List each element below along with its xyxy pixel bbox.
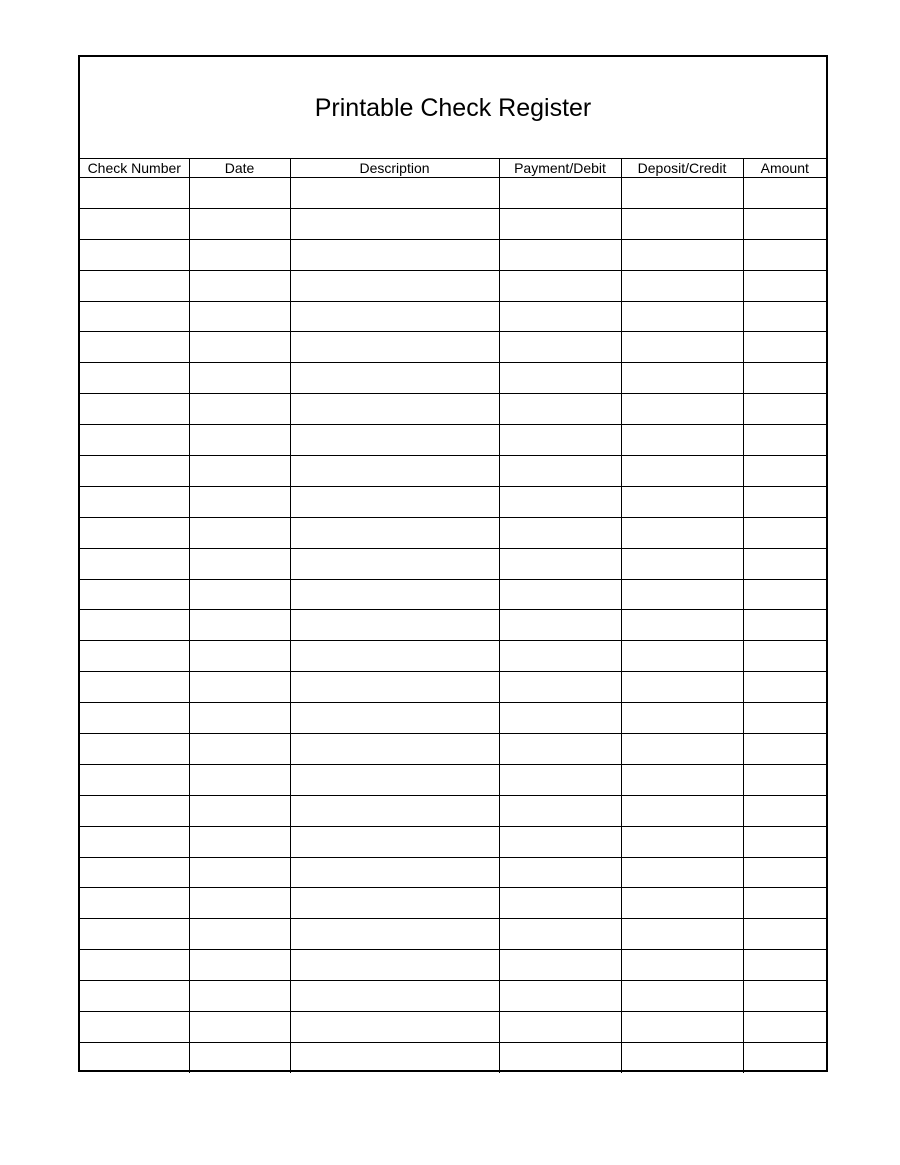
cell-deposit-credit[interactable] <box>621 826 743 857</box>
cell-check-number[interactable] <box>80 703 189 734</box>
cell-description[interactable] <box>290 610 499 641</box>
cell-amount[interactable] <box>743 826 826 857</box>
cell-date[interactable] <box>189 795 290 826</box>
table-row <box>80 486 826 517</box>
cell-check-number[interactable] <box>80 610 189 641</box>
cell-payment-debit[interactable] <box>499 764 621 795</box>
cell-payment-debit[interactable] <box>499 208 621 239</box>
table-row <box>80 764 826 795</box>
check-register-form <box>78 55 828 1072</box>
cell-description[interactable] <box>290 857 499 888</box>
cell-description[interactable] <box>290 1042 499 1073</box>
register-body <box>80 178 826 1074</box>
cell-payment-debit[interactable] <box>499 641 621 672</box>
cell-deposit-credit[interactable] <box>621 703 743 734</box>
cell-check-number[interactable] <box>80 826 189 857</box>
cell-check-number[interactable] <box>80 1012 189 1043</box>
cell-deposit-credit[interactable] <box>621 981 743 1012</box>
cell-date[interactable] <box>189 239 290 270</box>
cell-deposit-credit[interactable] <box>621 1012 743 1043</box>
cell-deposit-credit[interactable] <box>621 517 743 548</box>
cell-check-number[interactable] <box>80 981 189 1012</box>
cell-description[interactable] <box>290 1012 499 1043</box>
table-row <box>80 517 826 548</box>
cell-deposit-credit[interactable] <box>621 208 743 239</box>
cell-date[interactable] <box>189 301 290 332</box>
cell-check-number[interactable] <box>80 857 189 888</box>
page-title: Printable Check Register <box>314 94 592 122</box>
cell-check-number[interactable] <box>80 270 189 301</box>
cell-description[interactable] <box>290 301 499 332</box>
table-row <box>80 672 826 703</box>
cell-date[interactable] <box>189 1012 290 1043</box>
cell-payment-debit[interactable] <box>499 888 621 919</box>
cell-check-number[interactable] <box>80 486 189 517</box>
cell-deposit-credit[interactable] <box>621 425 743 456</box>
cell-check-number[interactable] <box>80 239 189 270</box>
cell-check-number[interactable] <box>80 332 189 363</box>
cell-description[interactable] <box>290 486 499 517</box>
cell-date[interactable] <box>189 394 290 425</box>
cell-check-number[interactable] <box>80 363 189 394</box>
column-header-date: Date <box>189 159 290 178</box>
cell-description[interactable] <box>290 795 499 826</box>
cell-payment-debit[interactable] <box>499 579 621 610</box>
cell-deposit-credit[interactable] <box>621 1042 743 1073</box>
cell-deposit-credit[interactable] <box>621 456 743 487</box>
cell-amount[interactable] <box>743 363 826 394</box>
cell-date[interactable] <box>189 950 290 981</box>
table-row <box>80 950 826 981</box>
table-row <box>80 888 826 919</box>
cell-description[interactable] <box>290 456 499 487</box>
cell-date[interactable] <box>189 981 290 1012</box>
cell-check-number[interactable] <box>80 548 189 579</box>
cell-deposit-credit[interactable] <box>621 610 743 641</box>
cell-date[interactable] <box>189 610 290 641</box>
cell-date[interactable] <box>189 363 290 394</box>
cell-deposit-credit[interactable] <box>621 270 743 301</box>
cell-amount[interactable] <box>743 208 826 239</box>
cell-check-number[interactable] <box>80 795 189 826</box>
cell-date[interactable] <box>189 517 290 548</box>
cell-description[interactable] <box>290 672 499 703</box>
cell-check-number[interactable] <box>80 734 189 765</box>
cell-description[interactable] <box>290 919 499 950</box>
cell-deposit-credit[interactable] <box>621 950 743 981</box>
cell-check-number[interactable] <box>80 301 189 332</box>
cell-description[interactable] <box>290 548 499 579</box>
cell-deposit-credit[interactable] <box>621 641 743 672</box>
cell-amount[interactable] <box>743 178 826 209</box>
table-row <box>80 394 826 425</box>
cell-amount[interactable] <box>743 795 826 826</box>
table-row <box>80 857 826 888</box>
column-header-check-number: Check Number <box>80 159 189 178</box>
cell-date[interactable] <box>189 1042 290 1073</box>
table-row <box>80 579 826 610</box>
cell-deposit-credit[interactable] <box>621 734 743 765</box>
cell-payment-debit[interactable] <box>499 672 621 703</box>
cell-deposit-credit[interactable] <box>621 857 743 888</box>
cell-deposit-credit[interactable] <box>621 919 743 950</box>
table-row <box>80 826 826 857</box>
cell-date[interactable] <box>189 178 290 209</box>
cell-check-number[interactable] <box>80 208 189 239</box>
cell-deposit-credit[interactable] <box>621 888 743 919</box>
cell-payment-debit[interactable] <box>499 795 621 826</box>
cell-amount[interactable] <box>743 239 826 270</box>
cell-deposit-credit[interactable] <box>621 672 743 703</box>
cell-payment-debit[interactable] <box>499 517 621 548</box>
table-row <box>80 919 826 950</box>
cell-payment-debit[interactable] <box>499 456 621 487</box>
register-table <box>80 158 826 1073</box>
cell-date[interactable] <box>189 270 290 301</box>
cell-amount[interactable] <box>743 919 826 950</box>
cell-amount[interactable] <box>743 703 826 734</box>
cell-payment-debit[interactable] <box>499 178 621 209</box>
cell-date[interactable] <box>189 579 290 610</box>
table-row <box>80 178 826 209</box>
cell-description[interactable] <box>290 208 499 239</box>
cell-deposit-credit[interactable] <box>621 764 743 795</box>
cell-deposit-credit[interactable] <box>621 239 743 270</box>
cell-amount[interactable] <box>743 1042 826 1073</box>
cell-date[interactable] <box>189 208 290 239</box>
cell-check-number[interactable] <box>80 517 189 548</box>
table-row <box>80 981 826 1012</box>
cell-description[interactable] <box>290 394 499 425</box>
cell-amount[interactable] <box>743 888 826 919</box>
cell-amount[interactable] <box>743 981 826 1012</box>
cell-deposit-credit[interactable] <box>621 363 743 394</box>
cell-deposit-credit[interactable] <box>621 394 743 425</box>
cell-deposit-credit[interactable] <box>621 795 743 826</box>
cell-description[interactable] <box>290 641 499 672</box>
cell-description[interactable] <box>290 517 499 548</box>
cell-description[interactable] <box>290 178 499 209</box>
cell-description[interactable] <box>290 363 499 394</box>
cell-amount[interactable] <box>743 857 826 888</box>
cell-amount[interactable] <box>743 517 826 548</box>
cell-date[interactable] <box>189 826 290 857</box>
cell-date[interactable] <box>189 888 290 919</box>
cell-amount[interactable] <box>743 579 826 610</box>
table-row <box>80 734 826 765</box>
cell-payment-debit[interactable] <box>499 270 621 301</box>
cell-check-number[interactable] <box>80 456 189 487</box>
cell-check-number[interactable] <box>80 579 189 610</box>
table-row <box>80 208 826 239</box>
cell-check-number[interactable] <box>80 394 189 425</box>
cell-payment-debit[interactable] <box>499 703 621 734</box>
cell-amount[interactable] <box>743 301 826 332</box>
table-row <box>80 795 826 826</box>
cell-date[interactable] <box>189 332 290 363</box>
column-header-payment-debit: Payment/Debit <box>499 159 621 178</box>
cell-check-number[interactable] <box>80 425 189 456</box>
cell-amount[interactable] <box>743 672 826 703</box>
title-area <box>80 57 826 158</box>
table-row <box>80 425 826 456</box>
table-row <box>80 1012 826 1043</box>
cell-payment-debit[interactable] <box>499 486 621 517</box>
cell-payment-debit[interactable] <box>499 548 621 579</box>
cell-payment-debit[interactable] <box>499 919 621 950</box>
cell-deposit-credit[interactable] <box>621 548 743 579</box>
table-row <box>80 270 826 301</box>
cell-amount[interactable] <box>743 332 826 363</box>
cell-payment-debit[interactable] <box>499 332 621 363</box>
column-header-amount: Amount <box>743 159 826 178</box>
cell-description[interactable] <box>290 950 499 981</box>
table-row <box>80 1042 826 1073</box>
cell-date[interactable] <box>189 857 290 888</box>
cell-description[interactable] <box>290 332 499 363</box>
cell-payment-debit[interactable] <box>499 950 621 981</box>
cell-payment-debit[interactable] <box>499 981 621 1012</box>
cell-date[interactable] <box>189 764 290 795</box>
cell-check-number[interactable] <box>80 950 189 981</box>
cell-check-number[interactable] <box>80 764 189 795</box>
cell-amount[interactable] <box>743 734 826 765</box>
table-row <box>80 456 826 487</box>
cell-amount[interactable] <box>743 1012 826 1043</box>
cell-deposit-credit[interactable] <box>621 486 743 517</box>
cell-description[interactable] <box>290 981 499 1012</box>
table-row <box>80 239 826 270</box>
cell-payment-debit[interactable] <box>499 857 621 888</box>
table-row <box>80 301 826 332</box>
cell-amount[interactable] <box>743 548 826 579</box>
cell-date[interactable] <box>189 425 290 456</box>
cell-description[interactable] <box>290 764 499 795</box>
cell-payment-debit[interactable] <box>499 394 621 425</box>
cell-payment-debit[interactable] <box>499 826 621 857</box>
table-row <box>80 641 826 672</box>
cell-amount[interactable] <box>743 270 826 301</box>
header-row <box>80 159 826 178</box>
cell-amount[interactable] <box>743 425 826 456</box>
cell-check-number[interactable] <box>80 641 189 672</box>
cell-description[interactable] <box>290 703 499 734</box>
cell-amount[interactable] <box>743 764 826 795</box>
cell-amount[interactable] <box>743 486 826 517</box>
column-header-deposit-credit: Deposit/Credit <box>621 159 743 178</box>
cell-payment-debit[interactable] <box>499 363 621 394</box>
cell-date[interactable] <box>189 734 290 765</box>
table-row <box>80 363 826 394</box>
cell-date[interactable] <box>189 486 290 517</box>
cell-check-number[interactable] <box>80 672 189 703</box>
table-row <box>80 332 826 363</box>
cell-deposit-credit[interactable] <box>621 332 743 363</box>
cell-date[interactable] <box>189 641 290 672</box>
cell-description[interactable] <box>290 239 499 270</box>
cell-date[interactable] <box>189 456 290 487</box>
table-row <box>80 610 826 641</box>
cell-date[interactable] <box>189 672 290 703</box>
cell-check-number[interactable] <box>80 888 189 919</box>
cell-amount[interactable] <box>743 641 826 672</box>
cell-description[interactable] <box>290 270 499 301</box>
cell-payment-debit[interactable] <box>499 1042 621 1073</box>
cell-deposit-credit[interactable] <box>621 301 743 332</box>
cell-payment-debit[interactable] <box>499 734 621 765</box>
cell-payment-debit[interactable] <box>499 610 621 641</box>
cell-date[interactable] <box>189 548 290 579</box>
cell-payment-debit[interactable] <box>499 1012 621 1043</box>
cell-date[interactable] <box>189 919 290 950</box>
cell-description[interactable] <box>290 826 499 857</box>
cell-payment-debit[interactable] <box>499 425 621 456</box>
cell-amount[interactable] <box>743 394 826 425</box>
cell-check-number[interactable] <box>80 178 189 209</box>
cell-description[interactable] <box>290 579 499 610</box>
cell-amount[interactable] <box>743 610 826 641</box>
cell-description[interactable] <box>290 425 499 456</box>
cell-description[interactable] <box>290 888 499 919</box>
cell-amount[interactable] <box>743 456 826 487</box>
cell-payment-debit[interactable] <box>499 239 621 270</box>
table-row <box>80 548 826 579</box>
cell-amount[interactable] <box>743 950 826 981</box>
cell-description[interactable] <box>290 734 499 765</box>
cell-check-number[interactable] <box>80 919 189 950</box>
column-header-description: Description <box>290 159 499 178</box>
cell-date[interactable] <box>189 703 290 734</box>
cell-deposit-credit[interactable] <box>621 178 743 209</box>
table-row <box>80 703 826 734</box>
cell-check-number[interactable] <box>80 1042 189 1073</box>
cell-payment-debit[interactable] <box>499 301 621 332</box>
cell-deposit-credit[interactable] <box>621 579 743 610</box>
